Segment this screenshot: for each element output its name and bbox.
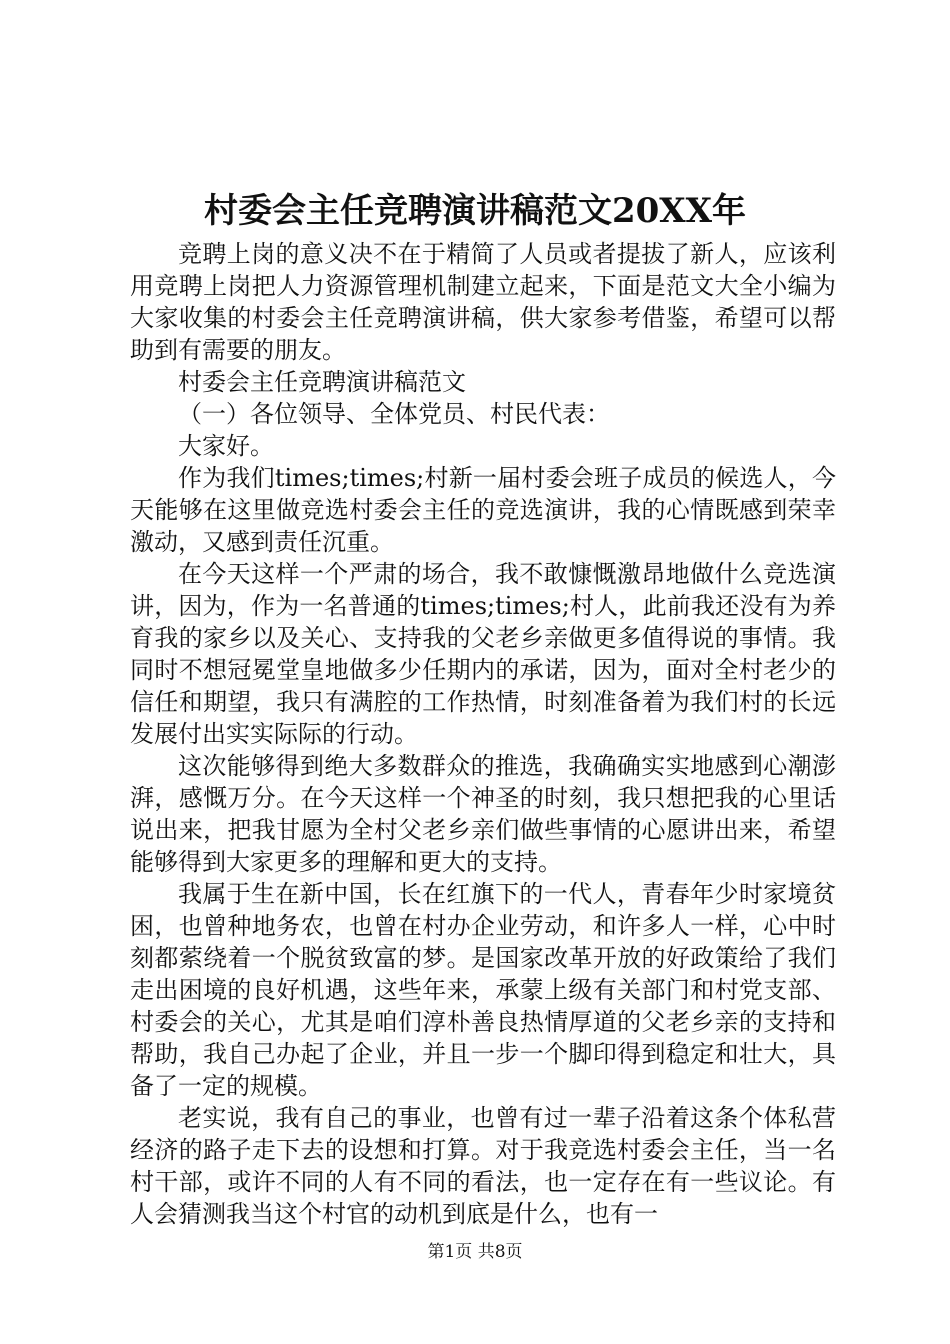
paragraph: 大家好。	[178, 432, 274, 460]
document-title: 村委会主任竞聘演讲稿范文20XX年	[203, 191, 747, 231]
paragraph: 在今天这样一个严肃的场合，我不敢慷慨激昂地做什么竞选演讲，因为，作为一名普通的times;times;村人，此前我还没有为养育我的家乡以及关心、支持我的父老乡亲做更多值得说的事情。我同时不想冠冕堂皇地做多少任期内的承诺，因为，面对全村老少的信任和期望，我只有满腔的工作热情，时刻准备着为我们村的长远发展付出实实际际的行动。	[130, 560, 836, 748]
paragraph: 作为我们times;times;村新一届村委会班子成员的候选人，今天能够在这里做竞选村委会主任的竞选演讲，我的心情既感到荣幸激动，又感到责任沉重。	[130, 464, 836, 556]
paragraph: 竞聘上岗的意义决不在于精简了人员或者提拔了新人，应该利用竞聘上岗把人力资源管理机制建立起来，下面是范文大全小编为大家收集的村委会主任竞聘演讲稿，供大家参考借鉴，希望可以帮助到有需要的朋友。	[130, 240, 836, 364]
paragraph: 村委会主任竞聘演讲稿范文	[178, 368, 466, 396]
paragraph: 我属于生在新中国，长在红旗下的一代人，青春年少时家境贫困，也曾种地务农，也曾在村办企业劳动，和许多人一样，心中时刻都萦绕着一个脱贫致富的梦。是国家改革开放的好政策给了我们走出困境的良好机遇，这些年来，承蒙上级有关部门和村党支部、村委会的关心，尤其是咱们淳朴善良热情厚道的父老乡亲的支持和帮助，我自己办起了企业，并且一步一个脚印得到稳定和壮大，具备了一定的规模。	[130, 880, 836, 1100]
paragraph: （一）各位领导、全体党员、村民代表：	[178, 400, 610, 428]
page-number-footer: 第1页 共8页	[427, 1242, 523, 1262]
paragraph: 老实说，我有自己的事业，也曾有过一辈子沿着这条个体私营经济的路子走下去的设想和打算。对于我竞选村委会主任，当一名村干部，或许不同的人有不同的看法，也一定存在有一些议论。有人会猜测我当这个村官的动机到底是什么，也有一	[130, 1104, 836, 1228]
paragraph: 这次能够得到绝大多数群众的推选，我确确实实地感到心潮澎湃，感慨万分。在今天这样一个神圣的时刻，我只想把我的心里话说出来，把我甘愿为全村父老乡亲们做些事情的心愿讲出来，希望能够得到大家更多的理解和更大的支持。	[130, 752, 836, 876]
document-body	[130, 238, 836, 1230]
